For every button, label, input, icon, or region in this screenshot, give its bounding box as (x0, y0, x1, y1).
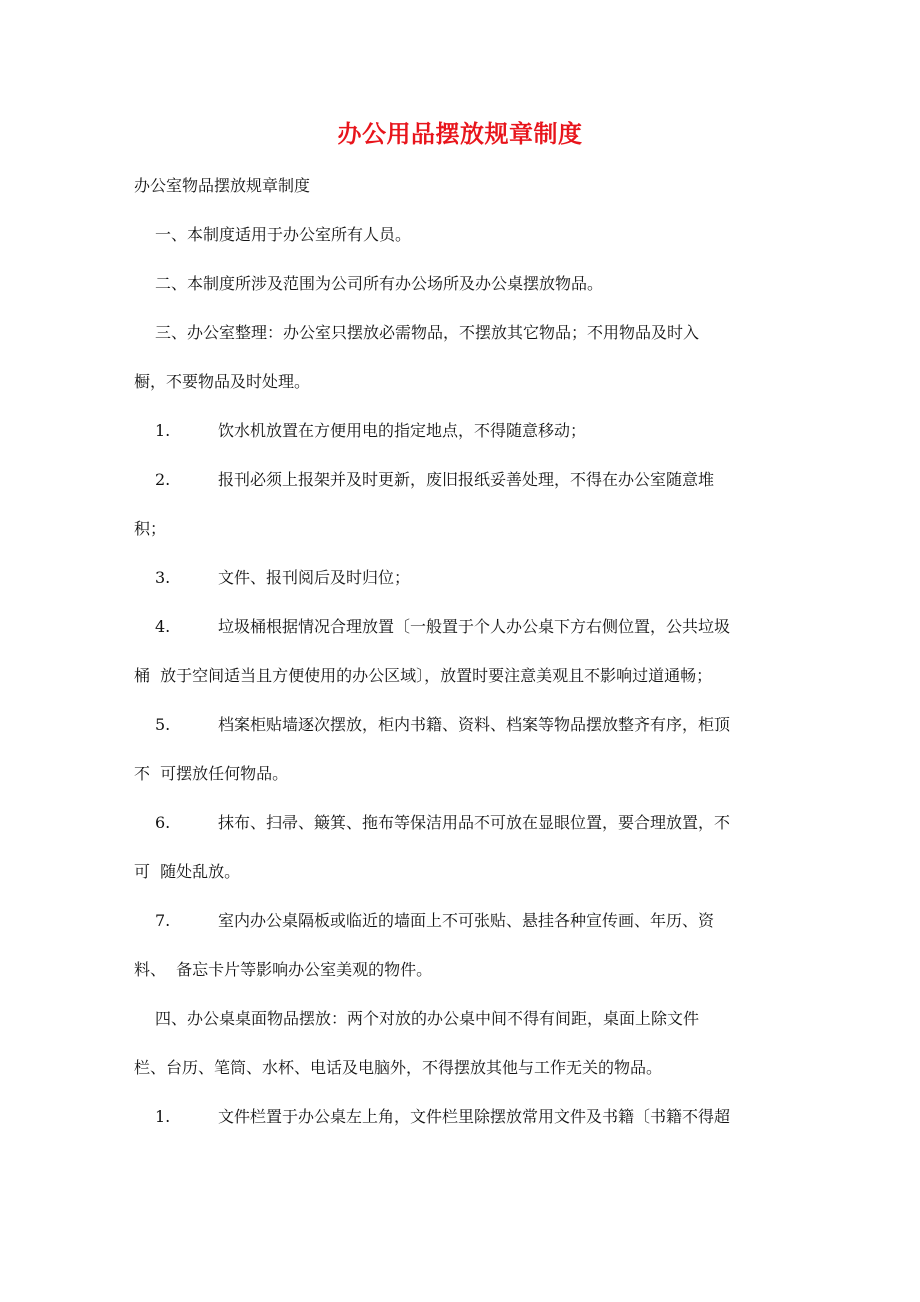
item-number: 1. (155, 421, 171, 440)
item-text: 档案柜贴墙逐次摆放，柜内书籍、资料、档案等物品摆放整齐有序，柜顶 (218, 715, 731, 734)
item-text: 文件、报刊阅后及时归位； (218, 568, 411, 587)
item-text: 垃圾桶根据情况合理放置〔一般置于个人办公桌下方右侧位置，公共垃圾 (218, 617, 731, 636)
list-item-continuation: 料、 备忘卡片等影响办公室美观的物件。 (134, 960, 433, 979)
section-3-line-1: 三、办公室整理：办公室只摆放必需物品，不摆放其它物品；不用物品及时入 (155, 323, 700, 342)
list-item (134, 417, 794, 466)
item-number: 4. (155, 617, 171, 636)
section-2: 二、本制度所涉及范围为公司所有办公场所及办公桌摆放物品。 (155, 274, 604, 293)
subtitle: 办公室物品摆放规章制度 (134, 176, 311, 195)
document-body (134, 172, 794, 1152)
document-title: 办公用品摆放规章制度 (337, 120, 583, 148)
item-number: 7. (155, 911, 171, 930)
item-text: 饮水机放置在方便用电的指定地点，不得随意移动； (218, 421, 587, 440)
item-text: 室内办公桌隔板或临近的墙面上不可张贴、悬挂各种宣传画、年历、资 (218, 911, 715, 930)
item-number: 6. (155, 813, 171, 832)
section-4-line-1: 四、办公桌桌面物品摆放：两个对放的办公桌中间不得有间距，桌面上除文件 (155, 1009, 700, 1028)
list-item (134, 564, 794, 613)
section-1: 一、本制度适用于办公室所有人员。 (155, 225, 412, 244)
list-item (134, 613, 794, 662)
list-item-continuation: 可 随处乱放。 (134, 862, 241, 881)
list-item (134, 711, 794, 760)
list-item (134, 907, 794, 956)
section-3-line-2: 橱，不要物品及时处理。 (134, 372, 311, 391)
list-item-continuation: 积； (134, 519, 167, 538)
item-number: 1. (155, 1107, 171, 1126)
item-number: 2. (155, 470, 171, 489)
list-item (134, 809, 794, 858)
list-item (134, 1103, 794, 1152)
section-4-line-2: 栏、台历、笔筒、水杯、电话及电脑外，不得摆放其他与工作无关的物品。 (134, 1058, 663, 1077)
item-text: 文件栏置于办公桌左上角，文件栏里除摆放常用文件及书籍〔书籍不得超 (218, 1107, 731, 1126)
list-item-continuation: 桶 放于空间适当且方便使用的办公区域〕，放置时要注意美观且不影响过道通畅； (134, 666, 713, 685)
item-text: 报刊必须上报架并及时更新，废旧报纸妥善处理，不得在办公室随意堆 (218, 470, 715, 489)
item-text: 抹布、扫帚、簸箕、拖布等保洁用品不可放在显眼位置，要合理放置，不 (218, 813, 731, 832)
list-item-continuation: 不 可摆放任何物品。 (134, 764, 289, 783)
list-item (134, 466, 794, 515)
item-number: 3. (155, 568, 171, 587)
item-number: 5. (155, 715, 171, 734)
